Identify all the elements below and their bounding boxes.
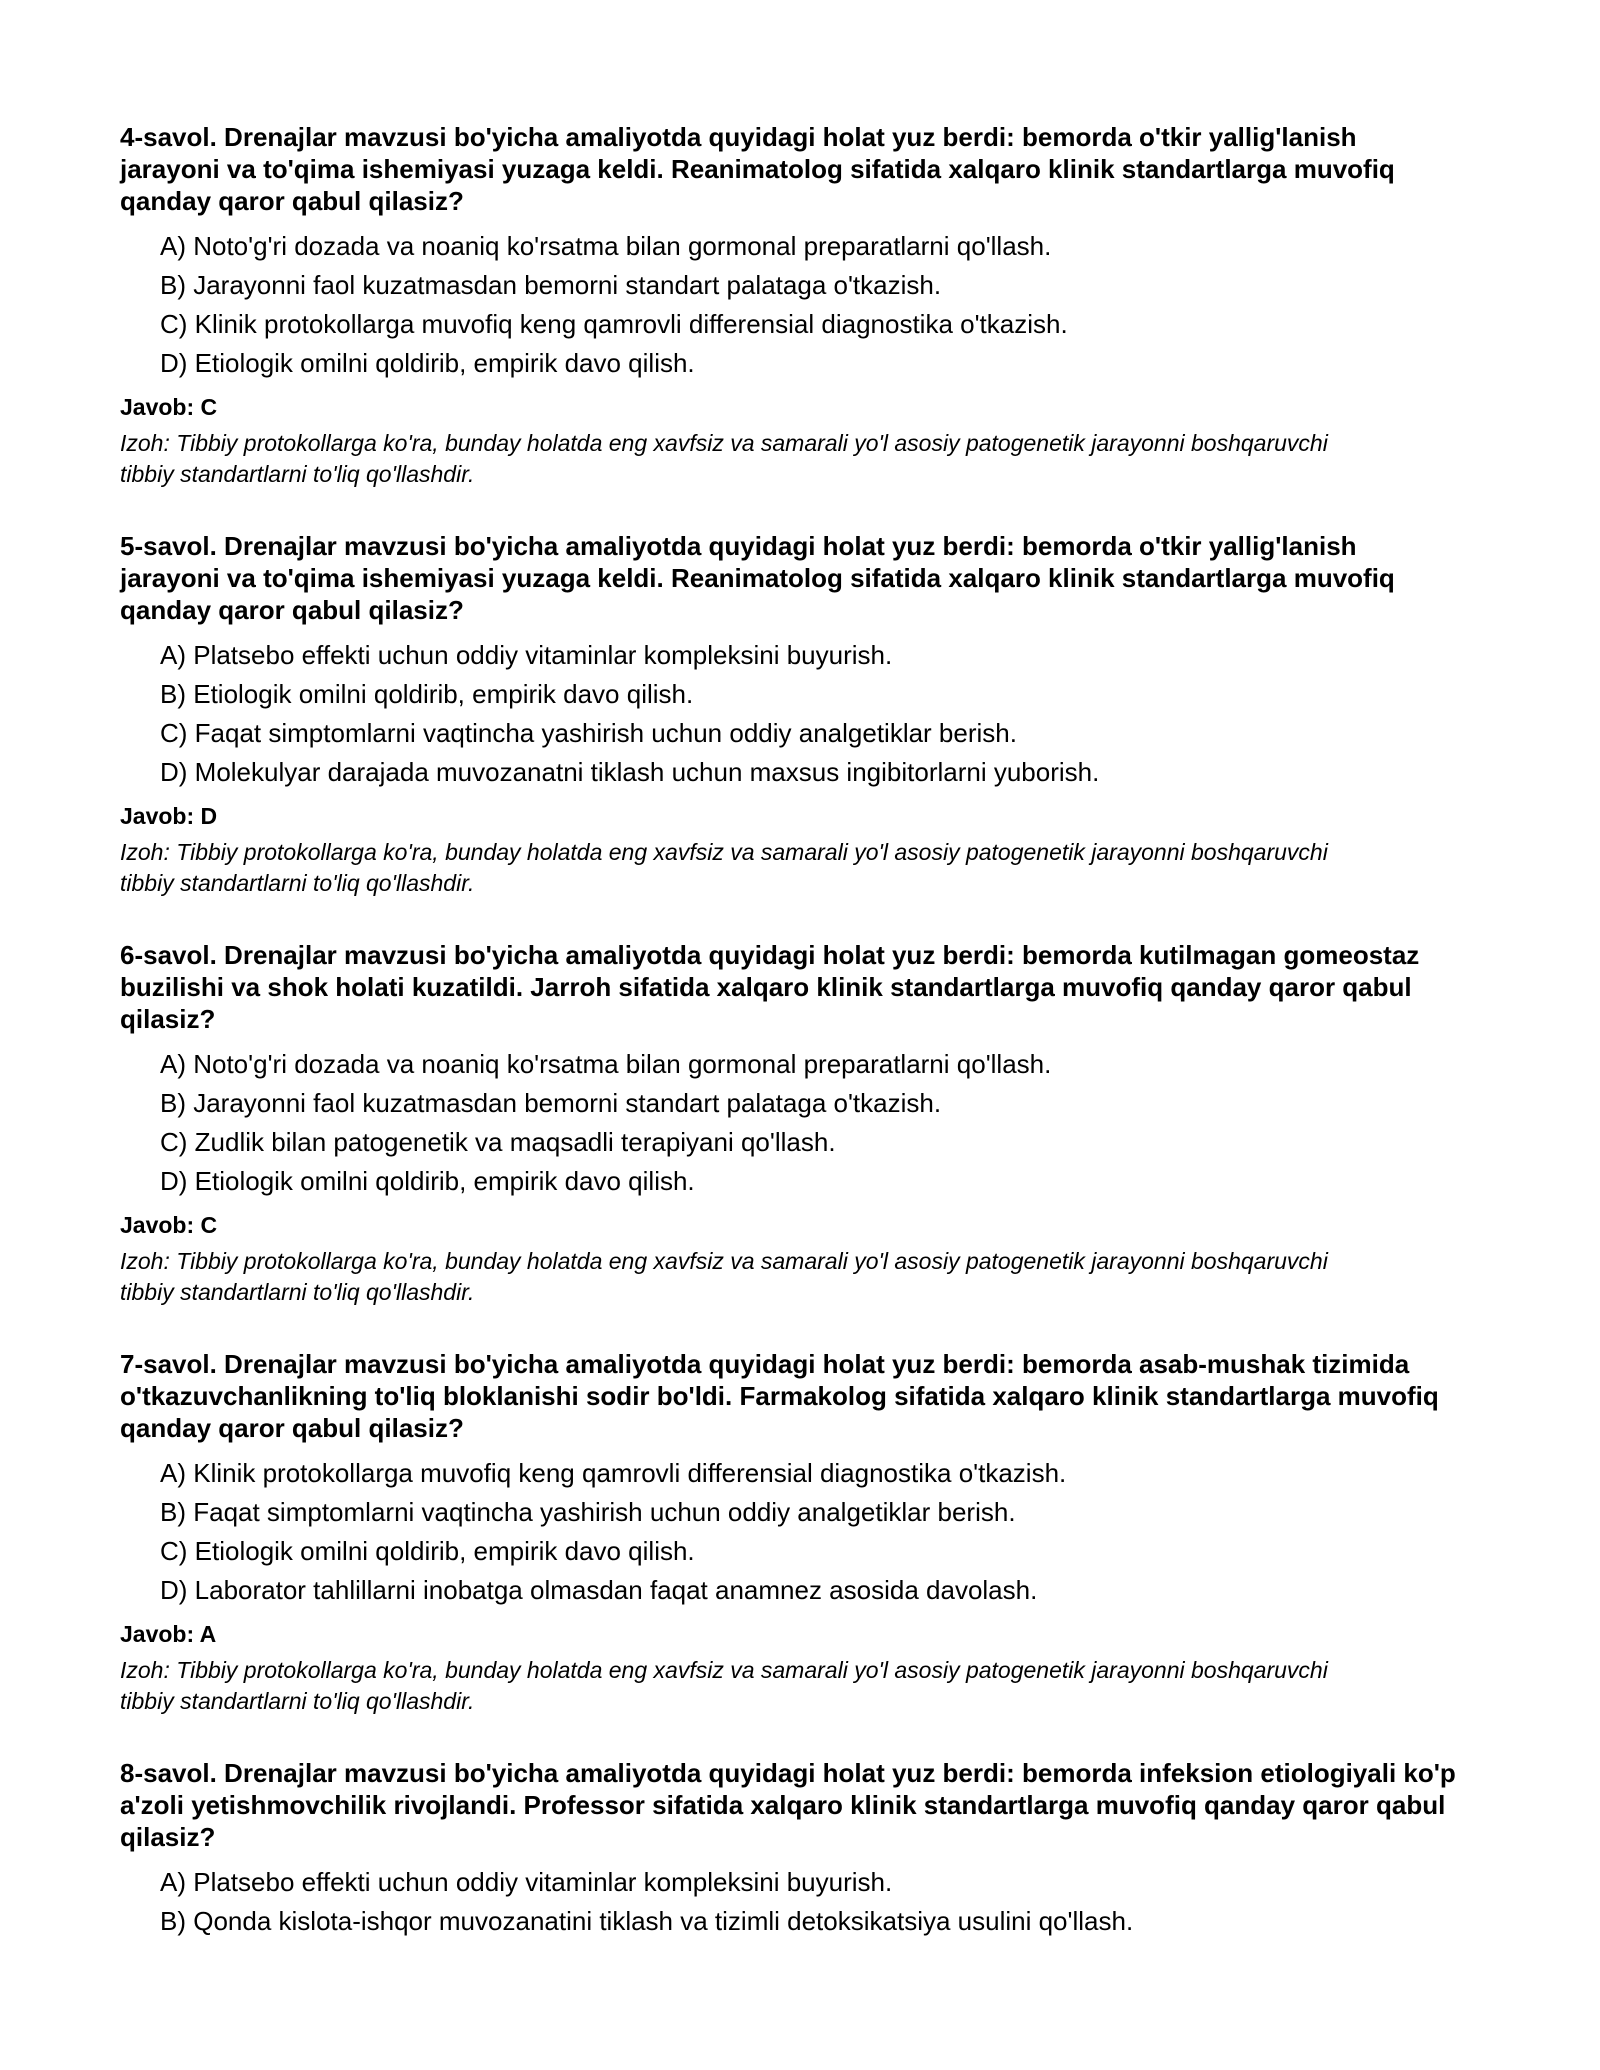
explanation-note: Izoh: Tibbiy protokollarga ko'ra, bunday holatda eng xavfsiz va samarali yo'l asosiy patogenetik jarayonni boshqaruvchi tibbiy standartlarni to'liq qo'llashdir. [120,839,1328,896]
answer-label: Javob: D [120,803,218,829]
options-list [160,1045,1460,1201]
question-block [120,1757,1460,1941]
option-b: B) Jarayonni faol kuzatmasdan bemorni standart palataga o'tkazish. [160,270,942,300]
option-a: A) Platsebo effekti uchun oddiy vitaminlar kompleksini buyurish. [160,640,893,670]
answer-label: Javob: A [120,1621,217,1647]
option-b: B) Jarayonni faol kuzatmasdan bemorni standart palataga o'tkazish. [160,1088,942,1118]
option-c: C) Faqat simptomlarni vaqtincha yashirish uchun oddiy analgetiklar berish. [160,718,1017,748]
option-d: D) Etiologik omilni qoldirib, empirik davo qilish. [160,348,695,378]
option-b: B) Etiologik omilni qoldirib, empirik davo qilish. [160,679,694,709]
option-a: A) Noto'g'ri dozada va noaniq ko'rsatma bilan gormonal preparatlarni qo'llash. [160,231,1052,261]
option-c: C) Klinik protokollarga muvofiq keng qamrovli differensial diagnostika o'tkazish. [160,309,1068,339]
question-block [120,121,1460,490]
option-c: C) Zudlik bilan patogenetik va maqsadli terapiyani qo'llash. [160,1127,836,1157]
options-list [160,636,1460,792]
explanation-note: Izoh: Tibbiy protokollarga ko'ra, bunday holatda eng xavfsiz va samarali yo'l asosiy patogenetik jarayonni boshqaruvchi tibbiy standartlarni to'liq qo'llashdir. [120,1248,1328,1305]
option-d: D) Molekulyar darajada muvozanatni tiklash uchun maxsus ingibitorlarni yuborish. [160,757,1100,787]
option-d: D) Etiologik omilni qoldirib, empirik davo qilish. [160,1166,695,1196]
question-block [120,939,1460,1308]
question-text: 5-savol. Drenajlar mavzusi bo'yicha amaliyotda quyidagi holat yuz berdi: bemorda o'tkir yallig'lanish jarayoni va to'qima ishemiyasi yuzaga keldi. Reanimatolog sifatida xalqaro klinik standartlarga muvofiq qanday qaror qabul qilasiz? [120,531,1395,625]
option-a: A) Klinik protokollarga muvofiq keng qamrovli differensial diagnostika o'tkazish. [160,1458,1067,1488]
answer-label: Javob: C [120,394,218,420]
question-text: 6-savol. Drenajlar mavzusi bo'yicha amaliyotda quyidagi holat yuz berdi: bemorda kutilmagan gomeostaz buzilishi va shok holati kuzatildi. Jarroh sifatida xalqaro klinik standartlarga muvofiq qanday qaror qabul qilasiz? [120,940,1420,1034]
options-list [160,1454,1460,1610]
option-a: A) Noto'g'ri dozada va noaniq ko'rsatma bilan gormonal preparatlarni qo'llash. [160,1049,1052,1079]
option-d: D) Laborator tahlillarni inobatga olmasdan faqat anamnez asosida davolash. [160,1575,1038,1605]
option-a: A) Platsebo effekti uchun oddiy vitaminlar kompleksini buyurish. [160,1867,893,1897]
explanation-note: Izoh: Tibbiy protokollarga ko'ra, bunday holatda eng xavfsiz va samarali yo'l asosiy patogenetik jarayonni boshqaruvchi tibbiy standartlarni to'liq qo'llashdir. [120,430,1328,487]
question-text: 4-savol. Drenajlar mavzusi bo'yicha amaliyotda quyidagi holat yuz berdi: bemorda o'tkir yallig'lanish jarayoni va to'qima ishemiyasi yuzaga keldi. Reanimatolog sifatida xalqaro klinik standartlarga muvofiq qanday qaror qabul qilasiz? [120,122,1395,216]
option-b: B) Qonda kislota-ishqor muvozanatini tiklash va tizimli detoksikatsiya usulini qo'llash. [160,1906,1134,1936]
answer-label: Javob: C [120,1212,218,1238]
question-block [120,530,1460,899]
option-b: B) Faqat simptomlarni vaqtincha yashirish uchun oddiy analgetiklar berish. [160,1497,1016,1527]
question-text: 7-savol. Drenajlar mavzusi bo'yicha amaliyotda quyidagi holat yuz berdi: bemorda asab-mushak tizimida o'tkazuvchanlikning to'liq bloklanishi sodir bo'ldi. Farmakolog sifatida xalqaro klinik standartlarga muvofiq qanday qaror qabul qilasiz? [120,1349,1439,1443]
options-list [160,227,1460,383]
question-text: 8-savol. Drenajlar mavzusi bo'yicha amaliyotda quyidagi holat yuz berdi: bemorda infeksion etiologiyali ko'p a'zoli yetishmovchilik rivojlandi. Professor sifatida xalqaro klinik standartlarga muvofiq qanday qaror qabul qilasiz? [120,1758,1456,1852]
question-block [120,1348,1460,1717]
explanation-note: Izoh: Tibbiy protokollarga ko'ra, bunday holatda eng xavfsiz va samarali yo'l asosiy patogenetik jarayonni boshqaruvchi tibbiy standartlarni to'liq qo'llashdir. [120,1657,1328,1714]
option-c: C) Etiologik omilni qoldirib, empirik davo qilish. [160,1536,695,1566]
options-list [160,1863,1460,1941]
